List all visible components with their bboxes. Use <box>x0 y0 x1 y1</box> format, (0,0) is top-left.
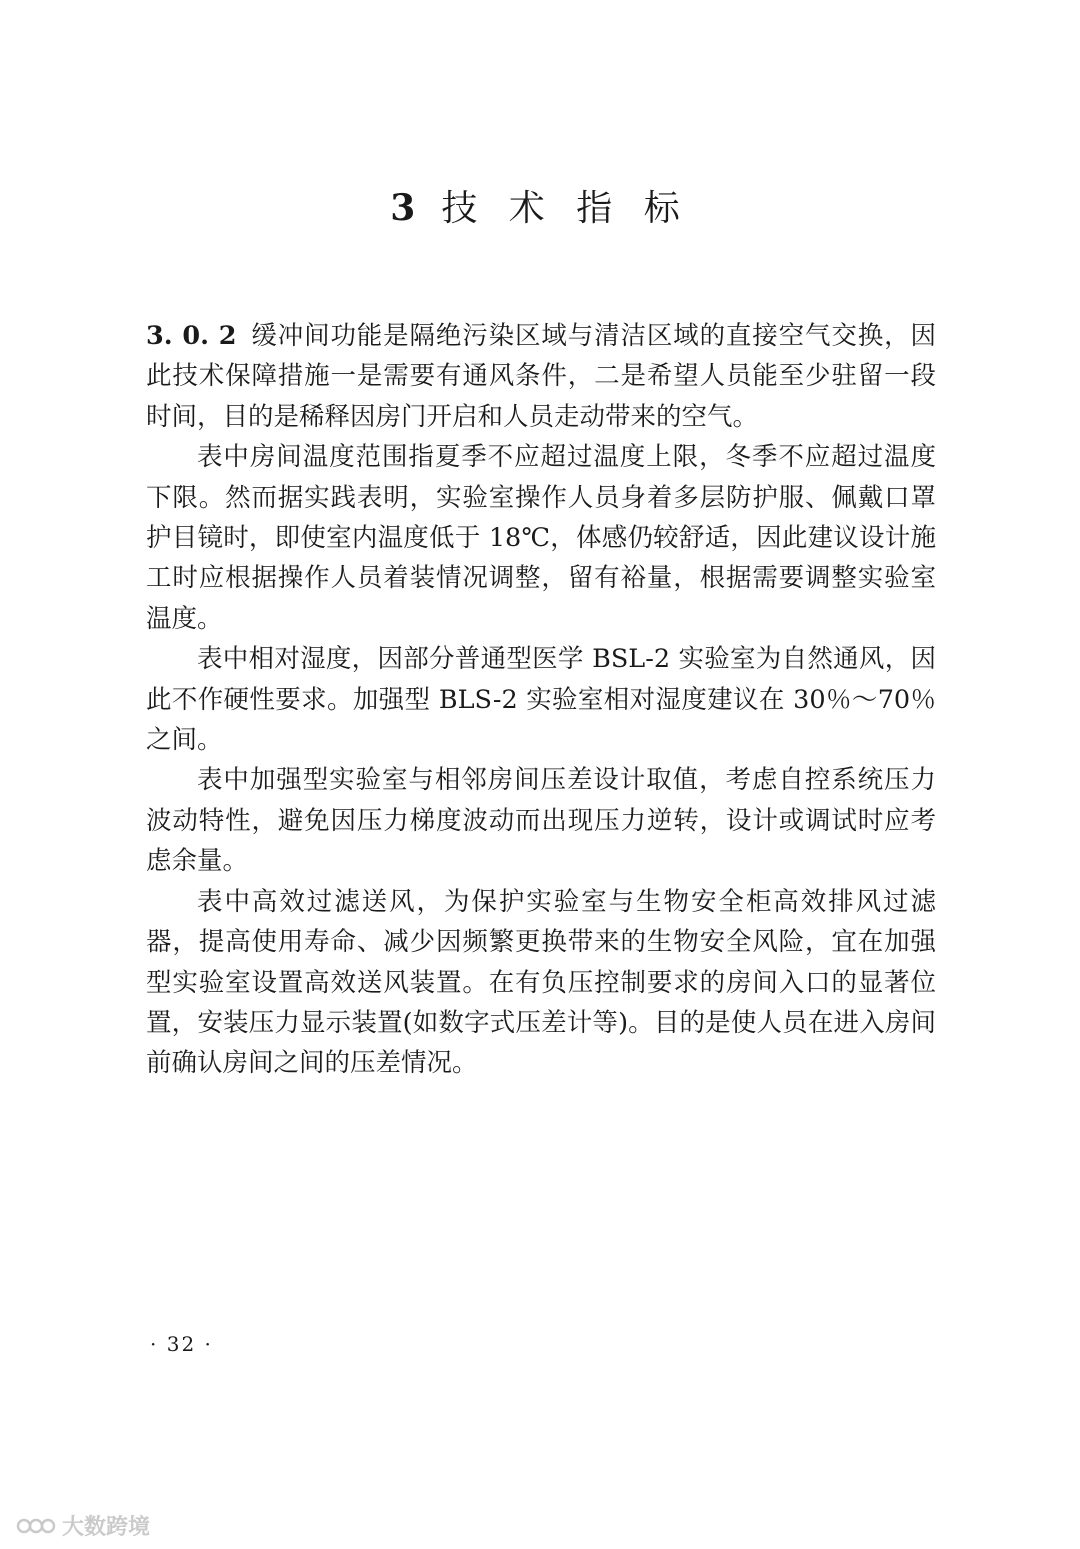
clause-paragraph-4: 表中加强型实验室与相邻房间压差设计取值，考虑自控系统压力波动特性，避免因压力梯度波动而出现压力逆转，设计或调试时应考虑余量。 <box>146 765 936 877</box>
logo-icon <box>16 1514 56 1538</box>
clause-paragraph-5: 表中高效过滤送风，为保护实验室与生物安全柜高效排风过滤器，提高使用寿命、减少因频繁更换带来的生物安全风险，宜在加强型实验室设置高效送风装置。在有负压控制要求的房间入口的显著位置，安装压力显示装置(如数字式压差计等)。目的是使人员在进入房间前确认房间之间的压差情况。 <box>146 886 936 1079</box>
paragraph-text: 缓冲间功能是隔绝污染区域与清洁区域的直接空气交换，因此技术保障措施一是需要有通风条件，二是希望人员能至少驻留一段时间，目的是稀释因房门开启和人员走动带来的空气。 <box>146 321 936 432</box>
clause-number: 3. 0. 2 <box>146 321 237 351</box>
clause-body <box>146 316 936 1084</box>
chapter-title: 技 术 指 标 <box>441 188 690 229</box>
page-number: · 32 · <box>150 1332 213 1356</box>
clause-paragraph-1 <box>146 316 936 437</box>
clause-paragraph-3: 表中相对湿度，因部分普通型医学 BSL-2 实验室为自然通风，因此不作硬性要求。加强型 BLS-2 实验室相对湿度建议在 30％～70％之间。 <box>146 644 936 756</box>
chapter-heading <box>0 180 1080 231</box>
clause-paragraph-2: 表中房间温度范围指夏季不应超过温度上限，冬季不应超过温度下限。然而据实践表明，实验室操作人员身着多层防护服、佩戴口罩护目镜时，即使室内温度低于 18℃，体感仍较舒适，因此建议设计施工时应根据操作人员着装情况调整，留有裕量，根据需要调整实验室温度。 <box>146 442 936 634</box>
watermark <box>16 1510 150 1541</box>
chapter-number: 3 <box>390 187 416 229</box>
watermark-text: 大数跨境 <box>62 1515 151 1540</box>
